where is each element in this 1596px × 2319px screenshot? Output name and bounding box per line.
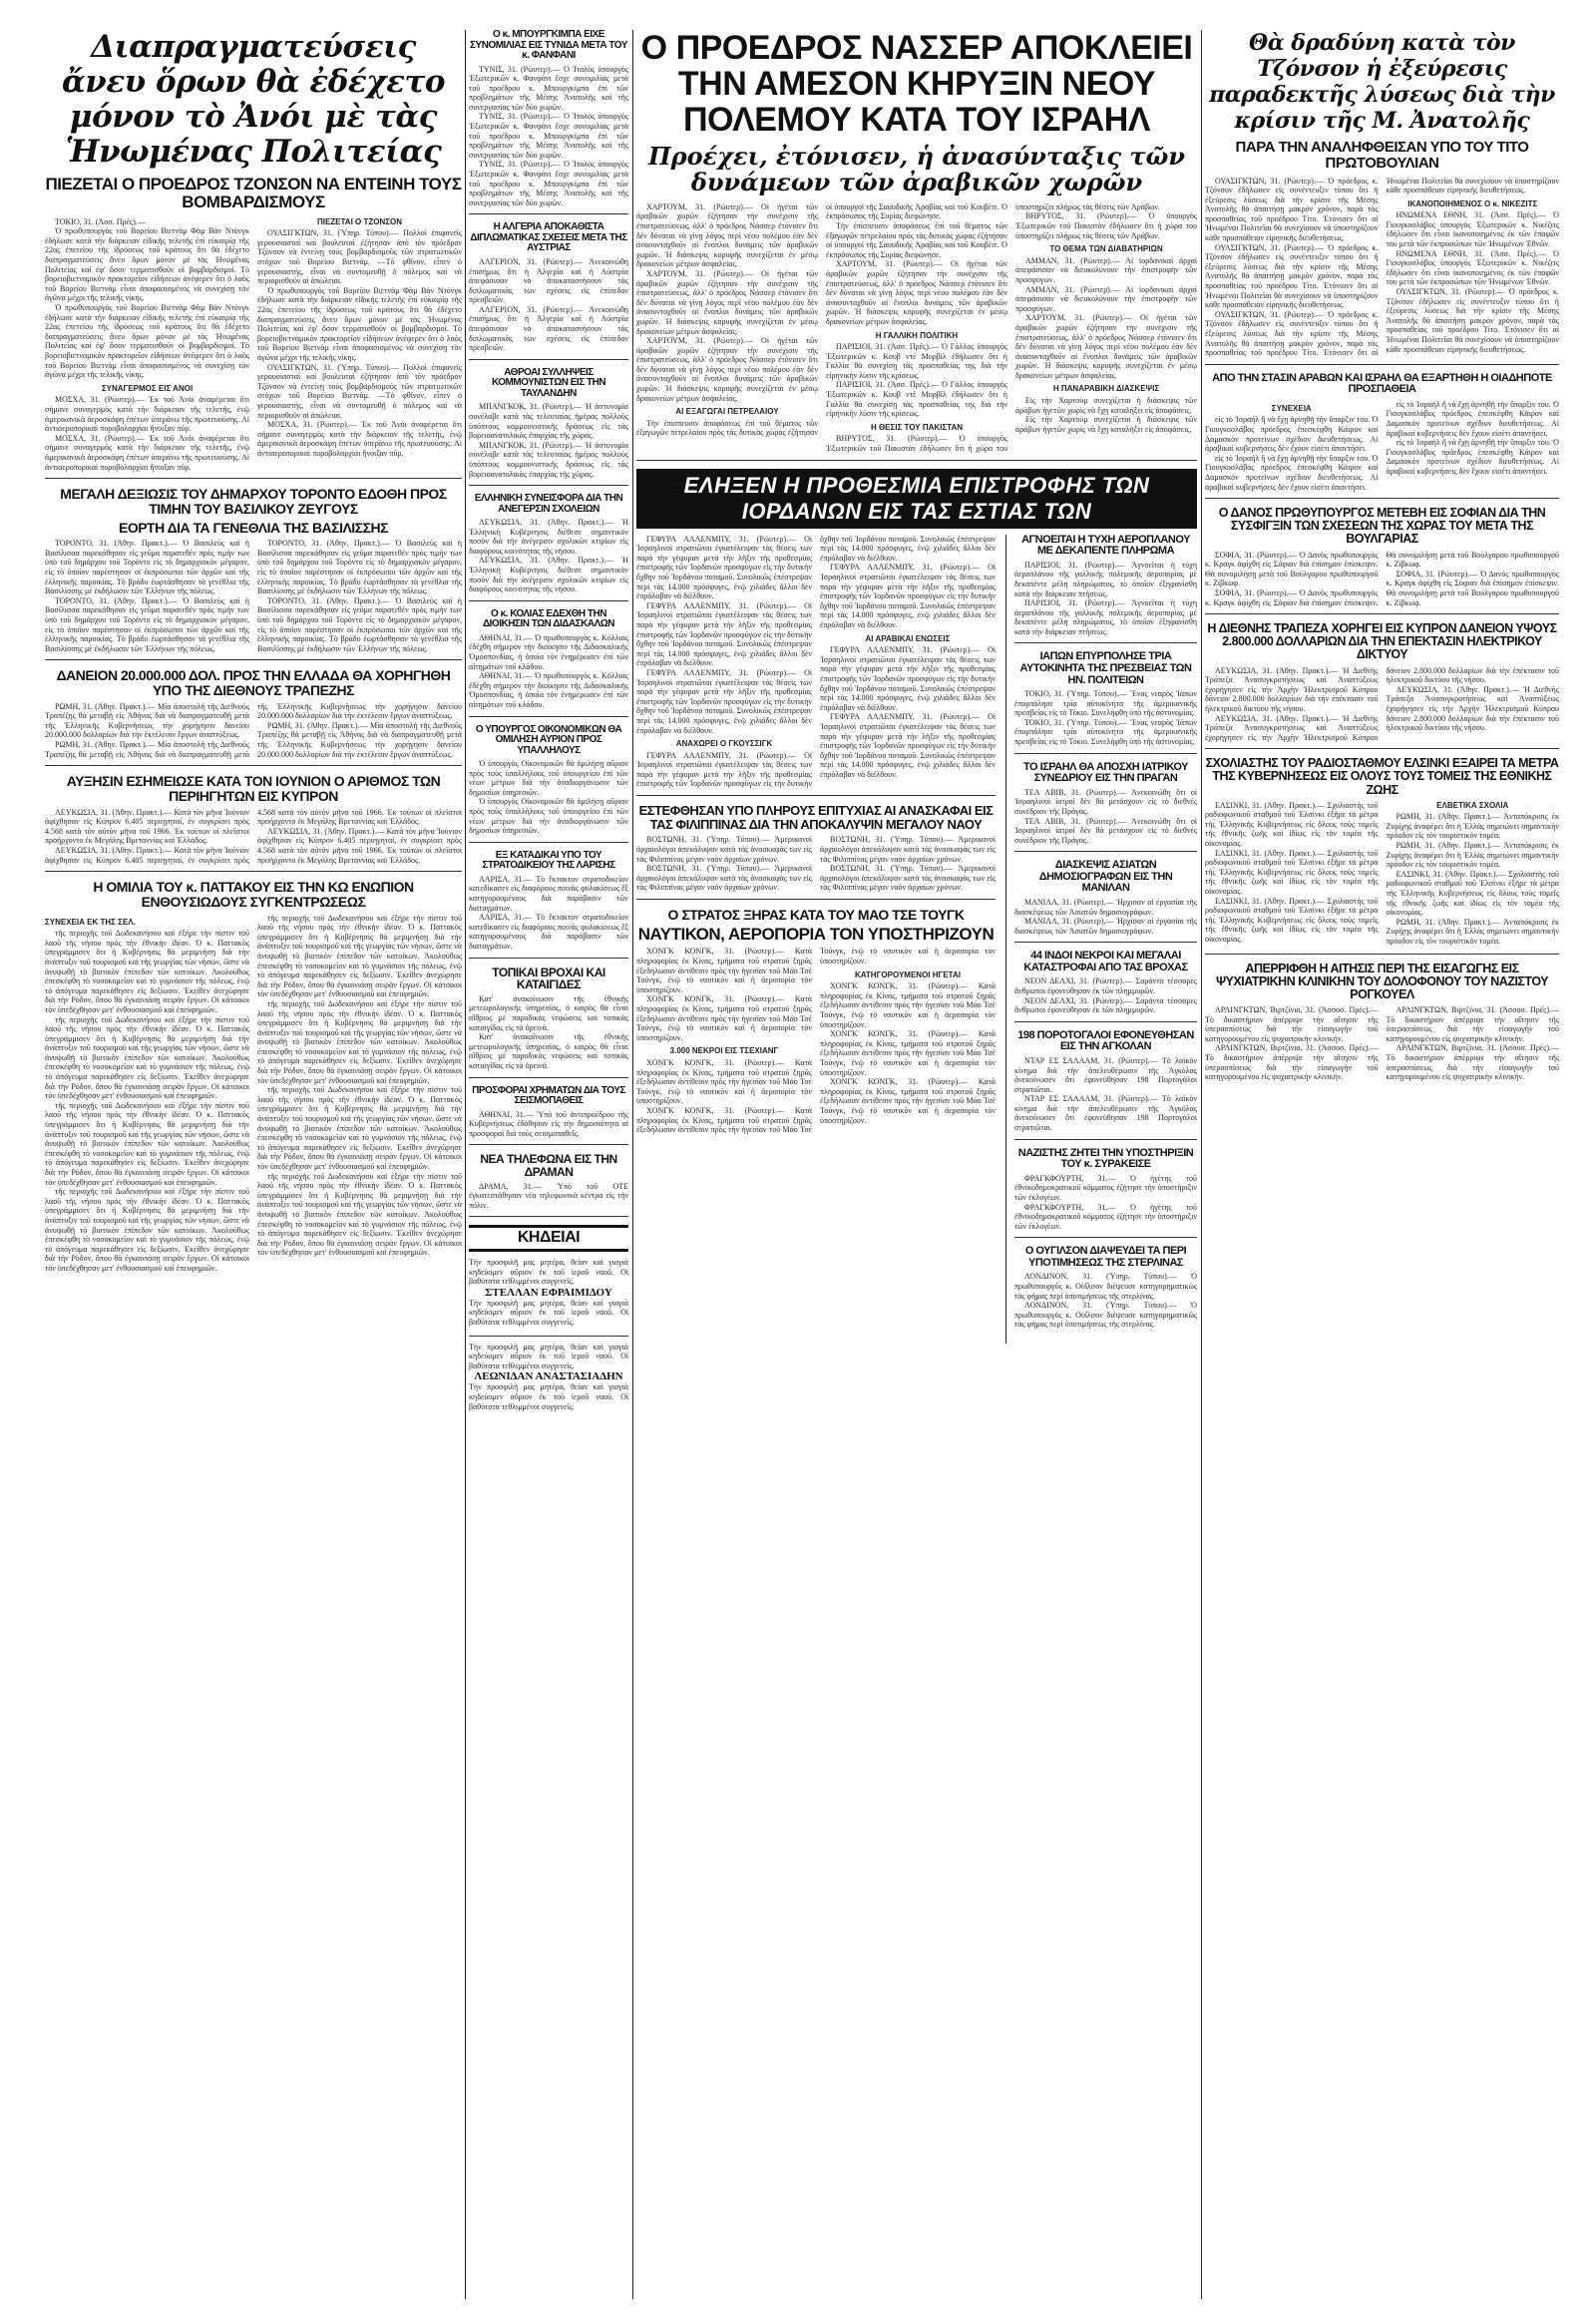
article-body: ΑΘΗΝΑΙ, 31.— Ὑπὸ τοῦ ἀντιπροέδρου τῆς Κυβερνήσεως ἐδόθησαν εἰς τὴν δημοσιότητα αἱ προσφοραὶ διὰ τοὺς σεισμοπαθεῖς. bbox=[469, 1109, 628, 1138]
headline: ΜΕΓΑΛΗ ΔΕΞΙΩΣΙΣ ΤΟΥ ΔΗΜΑΡΧΟΥ ΤΟΡΟΝΤΟ ΕΔΟΘΗ ΠΡΟΣ ΤΙΜΗΝ ΤΟΥ ΒΑΣΙΛΙΚΟΥ ΖΕΥΓΟΥΣ bbox=[60, 486, 447, 517]
article-larissa bbox=[469, 851, 628, 959]
article-body: ΦΡΑΓΚΦΟΥΡΤΗ, 31.— Ὁ ἡγέτης τοῦ ἐθνικοδημοκρατικοῦ κόμματος ἐζήτησε τὴν ὑποστήριξιν τῶν ἐκλογέων. ΦΡΑΓΚΦΟΥΡΤΗ, 31.— Ὁ ἡγέτης τοῦ ἐθνικοδημοκρατικοῦ κόμματος ἐζήτησε τὴν ὑποστήριξιν τῶν ἐκλογέων. bbox=[1014, 1173, 1197, 1231]
headline: Θὰ δραδύνη κατὰ τὸν Τζόνσον ἡ ἐξεύρεσις παραδεκτῆς λύσεως διὰ τὴν κρίσιν τῆς Μ. Ἀνατολῆς bbox=[1209, 30, 1555, 134]
headline: Η ΑΛΓΕΡΙΑ ΑΠΟΚΑΘΙΣΤΑ ΔΙΠΛΩΜΑΤΙΚΑΣ ΣΧΕΣΕΙΣ ΜΕΤΑ ΤΗΣ ΑΥΣΤΡΙΑΣ bbox=[470, 221, 627, 254]
headline: ΕΣΤΕΦΘΗΣΑΝ ΥΠΟ ΠΛΗΡΟΥΣ ΕΠΙΤΥΧΙΑΣ ΑΙ ΑΝΑΣΚΑΦΑΙ ΕΙΣ ΤΑΣ ΦΙΛΙΠΠΙΝΑΣ ΔΙΑ ΤΗΝ ΑΠΟΚΑΛΥΨΙΝ ΜΕΓΑΛΟΥ ΝΑΟΥ bbox=[638, 803, 994, 832]
headline: Ο ΥΠΟΥΡΓΟΣ ΟΙΚΟΝΟΜΙΚΩΝ ΘΑ ΟΜΙΛΗΣΗ ΑΥΡΙΟΝ ΠΡΟΣ ΥΠΑΛΛΗΛΟΥΣ bbox=[475, 723, 622, 756]
article-sterling bbox=[1014, 1246, 1197, 1336]
article-danish-pm bbox=[1205, 507, 1559, 614]
article-india-floods bbox=[1014, 951, 1197, 1021]
article-body: ΛΕΥΚΩΣΙΑ, 31. (Ἀθην. Πρακτ.).— Κατὰ τὸν μῆνα Ἰούνιον ἀφίχθησαν εἰς Κύπρον 6.405 περιηγηταί, ἐν συγκρίσει πρὸς 4.568 κατὰ τὸν αὐτὸν μῆνα τοῦ 1966. Ἐκ τούτων οἱ πλεῖστοι προήρχοντο ἐκ Μεγάλης Βρεταννίας καὶ Ἑλλάδος. ΛΕΥΚΩΣΙΑ, 31. (Ἀθην. Πρακτ.).— Κατὰ τὸν μῆνα Ἰούνιον ἀφίχθησαν εἰς Κύπρον 6.405 περιηγηταί, ἐν συγκρίσει πρὸς 4.568 κατὰ τὸν αὐτὸν μῆνα τοῦ 1966. Ἐκ τούτων οἱ πλεῖστοι προήρχοντο ἐκ Μεγάλης Βρεταννίας καὶ Ἑλλάδος. ΛΕΥΚΩΣΙΑ, 31. (Ἀθην. Πρακτ.).— Κατὰ τὸν μῆνα Ἰούνιον ἀφίχθησαν εἰς Κύπρον 6.405 περιηγηταί, ἐν συγκρίσει πρὸς 4.568 κατὰ τὸν αὐτὸν μῆνα τοῦ 1966. Ἐκ τούτων οἱ πλεῖστοι προήρχοντο ἐκ Μεγάλης Βρεταννίας καὶ Ἑλλάδος. bbox=[45, 807, 462, 865]
article-body: ΤΟΚΙΟ, 31. (Ὑπηρ. Τύπου).— Ἕνας νεαρὸς Ἰάπων ἐπυρπόλησε τρία αὐτοκίνητα τῆς ἀμερικανικῆς πρεσβείας εἰς τὸ Τόκιο. Συνελήφθη ὑπὸ τῆς ἀστυνομίας. ΤΟΚΙΟ, 31. (Ὑπηρ. Τύπου).— Ἕνας νεαρὸς Ἰάπων ἐπυρπόλησε τρία αὐτοκίνητα τῆς ἀμερικανικῆς πρεσβείας εἰς τὸ Τόκιο. Συνελήφθη ὑπὸ τῆς ἀστυνομίας. bbox=[1014, 689, 1197, 747]
lower-left bbox=[636, 535, 996, 1344]
article-nasser bbox=[636, 30, 1197, 461]
article-body: Κατ' ἀνακοίνωσιν τῆς ἐθνικῆς μετεωρολογικῆς ὑπηρεσίας, ὁ καιρὸς θὰ εἶναι αἴθριος μὲ παροδικὰς νεφώσεις καὶ τοπικὰς καταιγίδας εἰς τὰ ὀρεινά. Κατ' ἀνακοίνωσιν τῆς ἐθνικῆς μετεωρολογικῆς ὑπηρεσίας, ὁ καιρὸς θὰ εἶναι αἴθριος μὲ παροδικὰς νεφώσεις καὶ τοπικὰς καταιγίδας εἰς τὰ ὀρεινά. bbox=[469, 993, 628, 1070]
headline: ΙΑΠΩΝ ΕΠΥΡΠΟΛΗΣΕ ΤΡΙΑ ΑΥΤΟΚΙΝΗΤΑ ΤΗΣ ΠΡΕΣΒΕΙΑΣ ΤΩΝ ΗΝ. ΠΟΛΙΤΕΙΩΝ bbox=[1019, 650, 1192, 686]
article-body: ΟΥΑΣΙΓΚΤΩΝ, 31. (Ρώυτερ).— Ὁ πρόεδρος κ. Τζόνσον ἐδήλωσεν εἰς συνέντευξιν τύπου ὅτι ἡ ἐξεύρεσις λύσεως διὰ τὴν κρίσιν τῆς Μέσης Ἀνατολῆς θὰ ἀπαιτήσῃ μακρὸν χρόνον, παρὰ τὰς προσπαθείας τοῦ προέδρου Τίτο. Ἐτόνισεν ὅτι αἱ Ἡνωμέναι Πολιτεῖαι θὰ συνεχίσουν νὰ ὑποστηρίζουν κάθε προσπάθειαν εἰρηνικῆς διευθετήσεως. ΟΥΑΣΙΓΚΤΩΝ, 31. (Ρώυτερ).— Ὁ πρόεδρος κ. Τζόνσον ἐδήλωσεν εἰς συνέντευξιν τύπου ὅτι ἡ ἐξεύρεσις λύσεως διὰ τὴν κρίσιν τῆς Μέσης Ἀνατολῆς θὰ ἀπαιτήσῃ μακρὸν χρόνον, παρὰ τὰς προσπαθείας τοῦ προέδρου Τίτο. Ἐτόνισεν ὅτι αἱ Ἡνωμέναι Πολιτεῖαι θὰ συνεχίσουν νὰ ὑποστηρίζουν κάθε προσπάθειαν εἰρηνικῆς διευθετήσεως. ΟΥΑΣΙΓΚΤΩΝ, 31. (Ρώυτερ).— Ὁ πρόεδρος κ. Τζόνσον ἐδήλωσεν εἰς συνέντευξιν τύπου ὅτι ἡ ἐξεύρεσις λύσεως διὰ τὴν κρίσιν τῆς Μέσης Ἀνατολῆς θὰ ἀπαιτήσῃ μακρὸν χρόνον, παρὰ τὰς προσπαθείας τοῦ προέδρου Τίτο. Ἐτόνισεν ὅτι αἱ Ἡνωμέναι Πολιτεῖαι θὰ συνεχίσουν νὰ ὑποστηρίζουν κάθε προσπάθειαν εἰρηνικῆς διευθετήσεως. ΙΚΑΝΟΠΟΙΗΜΕΝΟΣ Ο κ. ΝΙΚΕΖΙΤΣ ΗΝΩΜΕΝΑ ΕΘΝΗ, 31. (Ἀσσ. Πρές).— Ὁ Γιουγκοσλάβος ὑπουργὸς Ἐξωτερικῶν κ. Νικέζιτς ἐδήλωσεν ὅτι εἶναι ἱκανοποιημένος ἐκ τῶν ἐπαφῶν του μετὰ τῶν ἐκπροσώπων τῶν Ἡνωμένων Ἐθνῶν. ΗΝΩΜΕΝΑ ΕΘΝΗ, 31. (Ἀσσ. Πρές).— Ὁ Γιουγκοσλάβος ὑπουργὸς Ἐξωτερικῶν κ. Νικέζιτς ἐδήλωσεν ὅτι εἶναι ἱκανοποιημένος ἐκ τῶν ἐπαφῶν του μετὰ τῶν ἐκπροσώπων τῶν Ἡνωμένων Ἐθνῶν. ΟΥΑΣΙΓΚΤΩΝ, 31. (Ρώυτερ).— Ὁ πρόεδρος κ. Τζόνσον ἐδήλωσεν εἰς συνέντευξιν τύπου ὅτι ἡ ἐξεύρεσις λύσεως διὰ τὴν κρίσιν τῆς Μέσης Ἀνατολῆς θὰ ἀπαιτήσῃ μακρὸν χρόνον, παρὰ τὰς προσπαθείας τοῦ προέδρου Τίτο. Ἐτόνισεν ὅτι αἱ Ἡνωμέναι Πολιτεῖαι θὰ συνεχίσουν νὰ ὑποστηρίζουν κάθε προσπάθειαν εἰρηνικῆς διευθετήσεως. bbox=[1205, 176, 1559, 358]
headline: Ο ΠΡΟΕΔΡΟΣ ΝΑΣΣΕΡ ΑΠΟΚΛΕΙΕΙ ΤΗΝ ΑΜΕΣΟΝ ΚΗΡΥΞΙΝ ΝΕΟΥ ΠΟΛΕΜΟΥ ΚΑΤΑ ΤΟΥ ΙΣΡΑΗΛ bbox=[640, 30, 1193, 139]
article-body: ΑΛΓΕΡΙΟΝ, 31. (Ρώυτερ).— Ἀνεκοινώθη ἐπισήμως ὅτι ἡ Ἀλγερία καὶ ἡ Αὐστρία ἀπεφάσισαν νὰ ἀποκαταστήσουν τὰς διπλωματικὰς των σχέσεις εἰς ἐπίπεδον πρεσβειῶν. ΑΛΓΕΡΙΟΝ, 31. (Ρώυτερ).— Ἀνεκοινώθη ἐπισήμως ὅτι ἡ Ἀλγερία καὶ ἡ Αὐστρία ἀπεφάσισαν νὰ ἀποκαταστήσουν τὰς διπλωματικὰς των σχέσεις εἰς ἐπίπεδον πρεσβειῶν. bbox=[469, 256, 628, 353]
article-body: ΤΟΡΟΝΤΟ, 31. (Ἀθην. Πρακτ.).— Ὁ Βασιλεὺς καὶ ἡ Βασίλισσα παρεκάθησαν εἰς γεῦμα παρατεθὲν πρὸς τιμήν των ὑπὸ τοῦ δημάρχου τοῦ Τορόντο εἰς τὸ δημαρχιακὸν μέγαρον, εἰς τὸ ὁποῖον παρέστησαν οἱ ἐκπρόσωποι τῶν ἀρχῶν καὶ τῆς ἑλληνικῆς παροικίας. Τὸ βράδυ ἐωρτάσθησαν τὰ γενέθλια τῆς Βασιλίσσης μὲ ἐκδήλωσιν τῶν Ἑλλήνων τῆς πόλεως. ΤΟΡΟΝΤΟ, 31. (Ἀθην. Πρακτ.).— Ὁ Βασιλεὺς καὶ ἡ Βασίλισσα παρεκάθησαν εἰς γεῦμα παρατεθὲν πρὸς τιμήν των ὑπὸ τοῦ δημάρχου τοῦ Τορόντο εἰς τὸ δημαρχιακὸν μέγαρον, εἰς τὸ ὁποῖον παρέστησαν οἱ ἐκπρόσωποι τῶν ἀρχῶν καὶ τῆς ἑλληνικῆς παροικίας. Τὸ βράδυ ἐωρτάσθησαν τὰ γενέθλια τῆς Βασιλίσσης μὲ ἐκδήλωσιν τῶν Ἑλλήνων τῆς πόλεως. ΤΟΡΟΝΤΟ, 31. (Ἀθην. Πρακτ.).— Ὁ Βασιλεὺς καὶ ἡ Βασίλισσα παρεκάθησαν εἰς γεῦμα παρατεθὲν πρὸς τιμήν των ὑπὸ τοῦ δημάρχου τοῦ Τορόντο εἰς τὸ δημαρχιακὸν μέγαρον, εἰς τὸ ὁποῖον παρέστησαν οἱ ἐκπρόσωποι τῶν ἀρχῶν καὶ τῆς ἑλληνικῆς παροικίας. Τὸ βράδυ ἐωρτάσθησαν τὰ γενέθλια τῆς Βασιλίσσης μὲ ἐκδήλωσιν τῶν Ἑλλήνων τῆς πόλεως. ΤΟΡΟΝΤΟ, 31. (Ἀθην. Πρακτ.).— Ὁ Βασιλεὺς καὶ ἡ Βασίλισσα παρεκάθησαν εἰς γεῦμα παρατεθὲν πρὸς τιμήν των ὑπὸ τοῦ δημάρχου τοῦ Τορόντο εἰς τὸ δημαρχιακὸν μέγαρον, εἰς τὸ ὁποῖον παρέστησαν οἱ ἐκπρόσωποι τῶν ἀρχῶν καὶ τῆς ἑλληνικῆς παροικίας. Τὸ βράδυ ἐωρτάσθησαν τὰ γενέθλια τῆς Βασιλίσσης μὲ ἐκδήλωσιν τῶν Ἑλλήνων τῆς πόλεως. bbox=[45, 539, 462, 653]
column-rule bbox=[632, 30, 633, 2299]
article-body: ΠΑΡΙΣΙΟΙ, 31. (Ρώυτερ).— Ἀγνοεῖται ἡ τύχη ἀεροπλάνου τῆς γαλλικῆς πολεμικῆς ἀεροπορίας μὲ δεκαπέντε μέλη πληρώματος, τὸ ὁποῖον ἐξηφανίσθη κατὰ τὴν διάρκειαν πτήσεως. ΠΑΡΙΣΙΟΙ, 31. (Ρώυτερ).— Ἀγνοεῖται ἡ τύχη ἀεροπλάνου τῆς γαλλικῆς πολεμικῆς ἀεροπορίας μὲ δεκαπέντε μέλη πληρώματος, τὸ ὁποῖον ἐξηφανίσθη κατὰ τὴν διάρκειαν πτήσεως. bbox=[1014, 560, 1197, 636]
article-body: ΕΛΣΙΝΚΙ, 31. (Ἀθην. Πρακτ.).— Σχολιαστὴς τοῦ ραδιοφωνικοῦ σταθμοῦ τοῦ Ἑλσίνκι ἐξῆρε τὰ μέτρα τῆς Ἑλληνικῆς Κυβερνήσεως εἰς ὅλους τοὺς τομεῖς τῆς ἐθνικῆς ζωῆς καὶ ἰδίως εἰς τὸν τομέα τῆς οἰκονομίας. ΕΛΣΙΝΚΙ, 31. (Ἀθην. Πρακτ.).— Σχολιαστὴς τοῦ ραδιοφωνικοῦ σταθμοῦ τοῦ Ἑλσίνκι ἐξῆρε τὰ μέτρα τῆς Ἑλληνικῆς Κυβερνήσεως εἰς ὅλους τοὺς τομεῖς τῆς ἐθνικῆς ζωῆς καὶ ἰδίως εἰς τὸν τομέα τῆς οἰκονομίας. ΕΛΣΙΝΚΙ, 31. (Ἀθην. Πρακτ.).— Σχολιαστὴς τοῦ ραδιοφωνικοῦ σταθμοῦ τοῦ Ἑλσίνκι ἐξῆρε τὰ μέτρα τῆς Ἑλληνικῆς Κυβερνήσεως εἰς ὅλους τοὺς τομεῖς τῆς ἐθνικῆς ζωῆς καὶ ἰδίως εἰς τὸν τομέα τῆς οἰκονομίας. ΕΛΒΕΤΙΚΑ ΣΧΟΛΙΑ ΡΩΜΗ, 31. (Ἀθην. Πρακτ.).— Ἀνταπόκρισις ἐκ Ζυρίχης ἀναφέρει ὅτι ἡ Ἑλλὰς σημειώνει σημαντικὴν πρόοδον εἰς τὸν τουριστικὸν τομέα. ΡΩΜΗ, 31. (Ἀθην. Πρακτ.).— Ἀνταπόκρισις ἐκ Ζυρίχης ἀναφέρει ὅτι ἡ Ἑλλὰς σημειώνει σημαντικὴν πρόοδον εἰς τὸν τουριστικὸν τομέα. ΕΛΣΙΝΚΙ, 31. (Ἀθην. Πρακτ.).— Σχολιαστὴς τοῦ ραδιοφωνικοῦ σταθμοῦ τοῦ Ἑλσίνκι ἐξῆρε τὰ μέτρα τῆς Ἑλληνικῆς Κυβερνήσεως εἰς ὅλους τοὺς τομεῖς τῆς ἐθνικῆς ζωῆς καὶ ἰδίως εἰς τὸν τομέα τῆς οἰκονομίας. ΡΩΜΗ, 31. (Ἀθην. Πρακτ.).— Ἀνταπόκρισις ἐκ Ζυρίχης ἀναφέρει ὅτι ἡ Ἑλλὰς σημειώνει σημαντικὴν πρόοδον εἰς τὸν τουριστικὸν τομέα. bbox=[1205, 800, 1559, 946]
headline: ΣΧΟΛΙΑΣΤΗΣ ΤΟΥ ΡΑΔΙΟΣΤΑΘΜΟΥ ΕΛΣΙΝΚΙ ΕΞΑΙΡΕΙ ΤΑ ΜΕΤΡΑ ΤΗΣ ΚΥΒΕΡΝΗΣΕΩΣ ΕΙΣ ΟΛΟΥΣ ΤΟΥΣ ΤΟΜΕΙΣ ΤΗΣ ΕΘΝΙΚΗΣ ΖΩΗΣ bbox=[1205, 756, 1559, 797]
article-body: ΡΩΜΗ, 31. (Ἀθην. Πρακτ.).— Μία ἀποστολὴ τῆς Διεθνοῦς Τραπέζης θὰ μεταβῇ εἰς Ἀθήνας διὰ νὰ διαπραγματευθῇ μετὰ τῆς Ἑλληνικῆς Κυβερνήσεως τὴν χορήγησιν δανείου 20.000.000 δολλαρίων διὰ τὴν ἐκτέλεσιν ἔργων ἀναπτύξεως. ΡΩΜΗ, 31. (Ἀθην. Πρακτ.).— Μία ἀποστολὴ τῆς Διεθνοῦς Τραπέζης θὰ μεταβῇ εἰς Ἀθήνας διὰ νὰ διαπραγματευθῇ μετὰ τῆς Ἑλληνικῆς Κυβερνήσεως τὴν χορήγησιν δανείου 20.000.000 δολλαρίων διὰ τὴν ἐκτέλεσιν ἔργων ἀναπτύξεως. ΡΩΜΗ, 31. (Ἀθην. Πρακτ.).— Μία ἀποστολὴ τῆς Διεθνοῦς Τραπέζης θὰ μεταβῇ εἰς Ἀθήνας διὰ νὰ διαπραγματευθῇ μετὰ τῆς Ἑλληνικῆς Κυβερνήσεως τὴν χορήγησιν δανείου 20.000.000 δολλαρίων διὰ τὴν ἐκτέλεσιν ἔργων ἀναπτύξεως. bbox=[45, 701, 462, 759]
headline: ΑΓΝΟΕΙΤΑΙ Η ΤΥΧΗ ΑΕΡΟΠΛΑΝΟΥ ΜΕ ΔΕΚΑΠΕΝΤΕ ΠΛΗΡΩΜΑ bbox=[1021, 533, 1190, 558]
article-body: ΛΕΥΚΩΣΙΑ, 31. (Ἀθην. Πρακτ.).— Ἡ Διεθνὴς Τράπεζα Ἀνασυγκροτήσεως καὶ Ἀναπτύξεως ἐχορήγησεν εἰς τὴν Ἀρχὴν Ἠλεκτρισμοῦ Κύπρου δάνειον 2.800.000 δολλαρίων διὰ τὴν ἐπέκτασιν τοῦ ἠλεκτρικοῦ δικτύου τῆς νήσου. ΛΕΥΚΩΣΙΑ, 31. (Ἀθην. Πρακτ.).— Ἡ Διεθνὴς Τράπεζα Ἀνασυγκροτήσεως καὶ Ἀναπτύξεως ἐχορήγησεν εἰς τὴν Ἀρχὴν Ἠλεκτρισμοῦ Κύπρου δάνειον 2.800.000 δολλαρίων διὰ τὴν ἐπέκτασιν τοῦ ἠλεκτρικοῦ δικτύου τῆς νήσου. ΛΕΥΚΩΣΙΑ, 31. (Ἀθην. Πρακτ.).— Ἡ Διεθνὴς Τράπεζα Ἀνασυγκροτήσεως καὶ Ἀναπτύξεως ἐχορήγησεν εἰς τὴν Ἀρχὴν Ἠλεκτρισμοῦ Κύπρου δάνειον 2.800.000 δολλαρίων διὰ τὴν ἐπέκτασιν τοῦ ἠλεκτρικοῦ δικτύου τῆς νήσου. bbox=[1205, 665, 1559, 742]
headline: ΑΘΡΟΑΙ ΣΥΛΛΗΨΕΙΣ ΚΟΜΜΟΥΝΙΣΤΩΝ ΕΙΣ ΤΗΝ ΤΑΥΛΑΝΔΗΝ bbox=[491, 366, 606, 399]
article-angola bbox=[1014, 1030, 1197, 1140]
article-body: ΤΥΝΙΣ, 31. (Ρώυτερ).— Ὁ Ἰταλὸς ὑπουργὸς Ἐξωτερικῶν κ. Φανφάνι ἔσχε συνομιλίας μετὰ τοῦ προέδρου κ. Μπουργκίμπα ἐπὶ τῶν προβλημάτων τῆς Μέσης Ἀνατολῆς καὶ τῆς συνεργασίας τῶν δύο χωρῶν. ΤΥΝΙΣ, 31. (Ρώυτερ).— Ὁ Ἰταλὸς ὑπουργὸς Ἐξωτερικῶν κ. Φανφάνι ἔσχε συνομιλίας μετὰ τοῦ προέδρου κ. Μπουργκίμπα ἐπὶ τῶν προβλημάτων τῆς Μέσης Ἀνατολῆς καὶ τῆς συνεργασίας τῶν δύο χωρῶν. ΤΥΝΙΣ, 31. (Ρώυτερ).— Ὁ Ἰταλὸς ὑπουργὸς Ἐξωτερικῶν κ. Φανφάνι ἔσχε συνομιλίας μετὰ τοῦ προέδρου κ. Μπουργκίμπα ἐπὶ τῶν προβλημάτων τῆς Μέσης Ἀνατολῆς καὶ τῆς συνεργασίας τῶν δύο χωρῶν. bbox=[469, 64, 628, 207]
headline: ΑΠΕΡΡΙΦΘΗ Η ΑΙΤΗΣΙΣ ΠΕΡΙ ΤΗΣ ΕΙΣΑΓΩΓΗΣ ΕΙΣ ΨΥΧΙΑΤΡΙΚΗΝ ΚΛΙΝΙΚΗΝ ΤΟΥ ΔΟΛΟΦΟΝΟΥ ΤΟΥ ΝΑΖΙΣΤΟΥ ΡΟΓΚΟΥΕΛ bbox=[1215, 961, 1549, 1001]
article-johnson bbox=[1205, 30, 1559, 365]
article-mao bbox=[636, 908, 996, 1141]
column-2 bbox=[469, 30, 628, 2299]
article-schools bbox=[469, 494, 628, 601]
headline: ΤΟ ΙΣΡΑΗΛ ΘΑ ΑΠΟΣΧΗ ΙΑΤΡΙΚΟΥ ΣΥΝΕΔΡΙΟΥ ΕΙΣ ΤΗΝ ΠΡΑΓΑΝ bbox=[1022, 760, 1189, 785]
column-rule bbox=[465, 30, 466, 2299]
article-drama bbox=[469, 1153, 628, 1217]
article-body: ΣΥΝΕΧΕΙΑ εἰς τὸ Ἰσραήλ ἢ νὰ ἔχῃ ἀρνηθῇ τὴν ὕπαρξιν του. Ὁ Γιουγκοσλάβος πρόεδρος ἐπεσκέφθη Κάιρον καὶ Δαμασκὸν προτείνων σχέδιον διευθετήσεως. Αἱ ἀραβικαὶ κυβερνήσεις δὲν ἔχουν εἰσέτι ἀπαντήσει. εἰς τὸ Ἰσραήλ ἢ νὰ ἔχῃ ἀρνηθῇ τὴν ὕπαρξιν του. Ὁ Γιουγκοσλάβος πρόεδρος ἐπεσκέφθη Κάιρον καὶ Δαμασκὸν προτείνων σχέδιον διευθετήσεως. Αἱ ἀραβικαὶ κυβερνήσεις δὲν ἔχουν εἰσέτι ἀπαντήσει. εἰς τὸ Ἰσραήλ ἢ νὰ ἔχῃ ἀρνηθῇ τὴν ὕπαρξιν του. Ὁ Γιουγκοσλάβος πρόεδρος ἐπεσκέφθη Κάιρον καὶ Δαμασκὸν προτείνων σχέδιον διευθετήσεως. Αἱ ἀραβικαὶ κυβερνήσεις δὲν ἔχουν εἰσέτι ἀπαντήσει. εἰς τὸ Ἰσραήλ ἢ νὰ ἔχῃ ἀρνηθῇ τὴν ὕπαρξιν του. Ὁ Γιουγκοσλάβος πρόεδρος ἐπεσκέφθη Κάιρον καὶ Δαμασκὸν προτείνων σχέδιον διευθετήσεως. Αἱ ἀραβικαὶ κυβερνήσεις δὲν ἔχουν εἰσέτι ἀπαντήσει. bbox=[1205, 399, 1559, 492]
article-bourguiba bbox=[469, 30, 628, 214]
article-body: ΔΡΑΜΑ, 31.— Ὑπὸ τοῦ ΟΤΕ ἐγκατεστάθησαν νέα τηλεφωνικὰ κέντρα εἰς τὴν πόλιν. bbox=[469, 1181, 628, 1210]
article-aircraft bbox=[1014, 535, 1197, 644]
subheadline: ΕΟΡΤΗ ΔΙΑ ΤΑ ΓΕΝΕΘΛΙΑ ΤΗΣ ΒΑΣΙΛΙΣΣΗΣ bbox=[118, 519, 388, 536]
article-arab-israel bbox=[1205, 373, 1559, 499]
article-body: ΤΕΛ ΑΒΙΒ, 31. (Ρώυτερ).— Ἀνεκοινώθη ὅτι οἱ Ἰσραηλινοὶ ἰατροὶ δὲν θὰ μετάσχουν εἰς τὸ διεθνὲς συνέδριον τῆς Πράγας. ΤΕΛ ΑΒΙΒ, 31. (Ρώυτερ).— Ἀνεκοινώθη ὅτι οἱ Ἰσραηλινοὶ ἰατροὶ δὲν θὰ μετάσχουν εἰς τὸ διεθνὲς συνέδριον τῆς Πράγας. bbox=[1014, 787, 1197, 845]
article-donations bbox=[469, 1086, 628, 1146]
headline: ΝΕΑ ΤΗΛΕΦΩΝΑ ΕΙΣ ΤΗΝ ΔΡΑΜΑΝ bbox=[480, 1152, 617, 1179]
article-body: ΛΕΥΚΩΣΙΑ, 31. (Ἀθην. Πρακτ.).— Ἡ Ἑλληνικὴ Κυβέρνησις διέθεσε σημαντικὸν ποσὸν διὰ τὴν ἀνέγερσιν σχολικῶν κτιρίων εἰς διαφόρους κοινότητας τῆς νήσου. ΛΕΥΚΩΣΙΑ, 31. (Ἀθην. Πρακτ.).— Ἡ Ἑλληνικὴ Κυβέρνησις διέθεσε σημαντικὸν ποσὸν διὰ τὴν ἀνέγερσιν σχολικῶν κτιρίων εἰς διαφόρους κοινότητας τῆς νήσου. bbox=[469, 518, 628, 594]
headline: Ο κ. ΚΟΛΙΑΣ ΕΔΕΧΘΗ ΤΗΝ ΔΙΟΙΚΗΣΙΝ ΤΩΝ ΔΙΔΑΣΚΑΛΩΝ bbox=[482, 607, 615, 630]
article-israel-prague bbox=[1014, 762, 1197, 853]
article-body: ΣΟΦΙΑ, 31. (Ρώυτερ).— Ὁ Δανὸς πρωθυπουργὸς κ. Κραγκ ἀφίχθη εἰς Σόφιαν διὰ ἐπίσημον ἐπίσκεψιν. Θὰ συνομιλήσῃ μετὰ τοῦ Βούλγαρου πρωθυπουργοῦ κ. Ζίβκωφ. ΣΟΦΙΑ, 31. (Ρώυτερ).— Ὁ Δανὸς πρωθυπουργὸς κ. Κραγκ ἀφίχθη εἰς Σόφιαν διὰ ἐπίσημον ἐπίσκεψιν. Θὰ συνομιλήσῃ μετὰ τοῦ Βούλγαρου πρωθυπουργοῦ κ. Ζίβκωφ. ΣΟΦΙΑ, 31. (Ρώυτερ).— Ὁ Δανὸς πρωθυπουργὸς κ. Κραγκ ἀφίχθη εἰς Σόφιαν διὰ ἐπίσημον ἐπίσκεψιν. Θὰ συνομιλήσῃ μετὰ τοῦ Βούλγαρου πρωθυπουργοῦ κ. Ζίβκωφ. bbox=[1205, 550, 1559, 607]
headline: ΕΞ ΚΑΤΑΔΙΚΑΙ ΥΠΟ ΤΟΥ ΣΤΡΑΤΟΔΙΚΕΙΟΥ ΤΗΣ ΛΑΡΙΣΗΣ bbox=[482, 849, 615, 872]
lower-section bbox=[636, 535, 1197, 1344]
headline: Διαπραγματεύσεις ἄνευ ὅρων θὰ ἐδέχετο μόνον τὸ Ἀνόι μὲ τὰς Ἡνωμένας Πολιτείας bbox=[61, 30, 446, 170]
article-body: ΛΟΝΔΙΝΟΝ, 31. (Ὑπηρ. Τύπου).— Ὁ πρωθυπουργὸς κ. Οὐΐλσον διέψευσε κατηγορηματικῶς τὰς φήμας περὶ ὑποτιμήσεως τῆς στερλίνας. ΛΟΝΔΙΝΟΝ, 31. (Ὑπηρ. Τύπου).— Ὁ πρωθυπουργὸς κ. Οὐΐλσον διέψευσε κατηγορηματικῶς τὰς φήμας περὶ ὑποτιμήσεως τῆς στερλίνας. bbox=[1014, 1272, 1197, 1330]
article-world-bank bbox=[1205, 622, 1559, 749]
headline: 44 ΙΝΔΟΙ ΝΕΚΡΟΙ ΚΑΙ ΜΕΓΑΛΑΙ ΚΑΤΑΣΤΡΟΦΑΙ ΑΠΟ ΤΑΣ ΒΡΟΧΑΣ bbox=[1023, 950, 1188, 973]
article-pattakos bbox=[45, 880, 462, 1279]
banner-headline: ΕΛΗΞΕΝ Η ΠΡΟΘΕΣΜΙΑ ΕΠΙΣΤΡΟΦΗΣ ΤΩΝ ΙΟΡΔΑΝΩΝ ΕΙΣ ΤΑΣ ΕΣΤΙΑΣ ΤΩΝ bbox=[636, 469, 1197, 529]
headline: Η ΟΜΙΛΙΑ ΤΟΥ κ. ΠΑΤΤΑΚΟΥ ΕΙΣ ΤΗΝ ΚΩ ΕΝΩΠΙΟΝ ΕΝΘΟΥΣΙΩΔΟΥΣ ΣΥΓΚΕΝΤΡΩΣΕΩΣ bbox=[93, 879, 414, 910]
article-loan bbox=[45, 668, 462, 766]
article-kollias bbox=[469, 609, 628, 717]
column-3 bbox=[636, 30, 1197, 2299]
article-toronto bbox=[45, 487, 462, 660]
article-body: ΑΘΗΝΑΙ, 31.— Ὁ πρωθυπουργὸς κ. Κόλλιας ἐδέχθη σήμερον τὴν διοίκησιν τῆς Διδασκαλικῆς Ὁμοσπονδίας, ἡ ὁποία τὸν ἐνημέρωσεν ἐπὶ τῶν αἰτημάτων τοῦ κλάδου. ΑΘΗΝΑΙ, 31.— Ὁ πρωθυπουργὸς κ. Κόλλιας ἐδέχθη σήμερον τὴν διοίκησιν τῆς Διδασκαλικῆς Ὁμοσπονδίας, ἡ ὁποία τὸν ἐνημέρωσεν ἐπὶ τῶν αἰτημάτων τοῦ κλάδου. bbox=[469, 632, 628, 709]
article-jordan bbox=[636, 535, 996, 796]
article-japan bbox=[1014, 651, 1197, 753]
headline: Ο ΟΥΓΙΛΣΟΝ ΔΙΑΨΕΥΔΕΙ ΤΑ ΠΕΡΙ ΥΠΟΤΙΜΗΣΕΩΣ ΤΗΣ ΣΤΕΡΛΙΝΑΣ bbox=[1024, 1245, 1187, 1269]
headline: 198 ΠΟΡΟΤΟΓΑΛΟΙ ΕΦΟΝΕΥΘΗΣΑΝ ΕΙΣ ΤΗΝ ΑΓΚΟΛΑΝ bbox=[1017, 1028, 1194, 1053]
subheadline: ΠΙΕΖΕΤΑΙ Ο ΠΡΟΕΔΡΟΣ ΤΖΟΝΣΟΝ ΝΑ ΕΝΤΕΙΝΗ ΤΟΥΣ ΒΟΜΒΑΡΔΙΣΜΟΥΣ bbox=[45, 175, 462, 211]
article-thailand bbox=[469, 368, 628, 486]
article-body: ΜΑΝΙΛΑ, 31. (Ρώυτερ).— Ἠρχισαν αἱ ἐργασίαι τῆς διασκέψεως τῶν Ἀσιατῶν δημοσιογράφων. ΜΑΝΙΛΑ, 31. (Ρώυτερ).— Ἠρχισαν αἱ ἐργασίαι τῆς διασκέψεως τῶν Ἀσιατῶν δημοσιογράφων. bbox=[1014, 897, 1197, 936]
article-body: Ὁ ὑπουργὸς Οἰκονομικῶν θὰ ὁμιλήσῃ αὔριον πρὸς τοὺς ὑπαλλήλους τοῦ ὑπουργείου ἐπὶ τῶν νέων μέτρων διὰ τὴν ἀναδιοργάνωσιν τῶν δημοσίων ὑπηρεσιῶν. Ὁ ὑπουργὸς Οἰκονομικῶν θὰ ὁμιλήσῃ αὔριον πρὸς τοὺς ὑπαλλήλους τοῦ ὑπουργείου ἐπὶ τῶν νέων μέτρων διὰ τὴν ἀναδιοργάνωσιν τῶν δημοσίων ὑπηρεσιῶν. bbox=[469, 759, 628, 836]
article-finance-minister bbox=[469, 725, 628, 843]
headline: ΠΡΟΣΦΟΡΑΙ ΧΡΗΜΑΤΩΝ ΔΙΑ ΤΟΥΣ ΣΕΙΣΜΟΠΑΘΕΙΣ bbox=[472, 1084, 625, 1107]
subheadline: ΝΑΥΤΙΚΟΝ, ΑΕΡΟΠΟΡΙΑ ΤΟΝ ΥΠΟΣΤΗΡΙΖΟΥΝ bbox=[637, 924, 995, 944]
funeral-notice: Τὴν προσφιλῆ μας μητέρα, θείαν καὶ γιαγιὰ κηδεύομεν αὔριον ἐκ τοῦ ἱεροῦ ναοῦ. Οἱ βαθύτατα τεθλιμμένοι συγγενεῖς. ΣΤΕΛΛΑΝ ΕΦΡΑΙΜΙΔΟΥ Τὴν προσφιλῆ μας μητέρα, θείαν καὶ γιαγιὰ κηδεύομεν αὔριον ἐκ τοῦ ἱεροῦ ναοῦ. Οἱ βαθύτατα τεθλιμμένοι συγγενεῖς. bbox=[469, 1258, 628, 1328]
subheadline: Προέχει, ἐτόνισεν, ἡ ἀνασύνταξις τῶν δυνάμεων τῶν ἀραβικῶν χωρῶν bbox=[647, 142, 1186, 197]
column-rule bbox=[1201, 30, 1202, 2299]
article-body: ΝΕΟΝ ΔΕΛΧΙ, 31. (Ρώυτερ).— Σαράντα τέσσαρες ἄνθρωποι ἐφονεύθησαν ἐκ τῶν πλημμυρῶν. ΝΕΟΝ ΔΕΛΧΙ, 31. (Ρώυτερ).— Σαράντα τέσσαρες ἄνθρωποι ἐφονεύθησαν ἐκ τῶν πλημμυρῶν. bbox=[1014, 976, 1197, 1015]
funeral-notice: Τὴν προσφιλῆ μας μητέρα, θείαν καὶ γιαγιὰ κηδεύομεν αὔριον ἐκ τοῦ ἱεροῦ ναοῦ. Οἱ βαθύτατα τεθλιμμένοι συγγενεῖς. ΛΕΩΝΙΔΑΝ ΑΝΑΣΤΑΣΙΑΔΗΝ Τὴν προσφιλῆ μας μητέρα, θείαν καὶ γιαγιὰ κηδεύομεν αὔριον ἐκ τοῦ ἱεροῦ ναοῦ. Οἱ βαθύτατα τεθλιμμένοι συγγενεῖς. bbox=[469, 1336, 628, 1412]
headline: Ο ΔΑΝΟΣ ΠΡΩΘΥΠΟΥΡΓΟΣ ΜΕΤΕΒΗ ΕΙΣ ΣΟΦΙΑΝ ΔΙΑ ΤΗΝ ΣΥΣΦΙΓΞΙΝ ΤΩΝ ΣΧΕΣΕΩΝ ΤΗΣ ΧΩΡΑΣ ΤΟΥ ΜΕΤΑ ΤΗΣ ΒΟΥΛΓΑΡΙΑΣ bbox=[1218, 506, 1546, 547]
article-body: ΛΑΡΙΣΑ, 31.— Τὸ ἔκτακτον στρατοδικεῖον κατεδίκασεν εἰς διαφόρους ποινὰς φυλακίσεως ἓξ κατηγορουμένους διὰ παράβασιν τῶν διαταγμάτων. ΛΑΡΙΣΑ, 31.— Τὸ ἔκτακτον στρατοδικεῖον κατεδίκασεν εἰς διαφόρους ποινὰς φυλακίσεως ἓξ κατηγορουμένους διὰ παράβασιν τῶν διαταγμάτων. bbox=[469, 874, 628, 951]
article-body: ΝΤΑΡ ΕΣ ΣΑΛΑΑΜ, 31. (Ρώυτερ).— Τὸ λαϊκὸν κίνημα διὰ τὴν ἀπελευθέρωσιν τῆς Ἀγκόλας ἀνεκοίνωσεν ὅτι ἐφονεύθησαν 198 Πορτογάλοι στρατιῶται. ΝΤΑΡ ΕΣ ΣΑΛΑΑΜ, 31. (Ρώυτερ).— Τὸ λαϊκὸν κίνημα διὰ τὴν ἀπελευθέρωσιν τῆς Ἀγκόλας ἀνεκοίνωσεν ὅτι ἐφονεύθησαν 198 Πορτογάλοι στρατιῶται. bbox=[1014, 1055, 1197, 1133]
article-body: ΧΟΝΓΚ ΚΟΝΓΚ, 31. (Ρώυτερ).— Κατὰ πληροφορίας ἐκ Κίνας, τμήματα τοῦ στρατοῦ ξηρᾶς ἐξεδήλωσαν ἀντίθεσιν πρὸς τὴν ἡγεσίαν τοῦ Μάο Τσὲ Τούνγκ, ἐνῷ τὸ ναυτικὸν καὶ ἡ ἀεροπορία τὸν ὑποστηρίζουν. ΧΟΝΓΚ ΚΟΝΓΚ, 31. (Ρώυτερ).— Κατὰ πληροφορίας ἐκ Κίνας, τμήματα τοῦ στρατοῦ ξηρᾶς ἐξεδήλωσαν ἀντίθεσιν πρὸς τὴν ἡγεσίαν τοῦ Μάο Τσὲ Τούνγκ, ἐνῷ τὸ ναυτικὸν καὶ ἡ ἀεροπορία τὸν ὑποστηρίζουν. 3.000 ΝΕΚΡΟΙ ΕΙΣ ΤΣΕΧΙΑΝΓ ΧΟΝΓΚ ΚΟΝΓΚ, 31. (Ρώυτερ).— Κατὰ πληροφορίας ἐκ Κίνας, τμήματα τοῦ στρατοῦ ξηρᾶς ἐξεδήλωσαν ἀντίθεσιν πρὸς τὴν ἡγεσίαν τοῦ Μάο Τσὲ Τούνγκ, ἐνῷ τὸ ναυτικὸν καὶ ἡ ἀεροπορία τὸν ὑποστηρίζουν. ΧΟΝΓΚ ΚΟΝΓΚ, 31. (Ρώυτερ).— Κατὰ πληροφορίας ἐκ Κίνας, τμήματα τοῦ στρατοῦ ξηρᾶς ἐξεδήλωσαν ἀντίθεσιν πρὸς τὴν ἡγεσίαν τοῦ Μάο Τσὲ Τούνγκ, ἐνῷ τὸ ναυτικὸν καὶ ἡ ἀεροπορία τὸν ὑποστηρίζουν. ΚΑΤΗΓΟΡΟΥΜΕΝΟΙ ΗΓΕΤΑΙ ΧΟΝΓΚ ΚΟΝΓΚ, 31. (Ρώυτερ).— Κατὰ πληροφορίας ἐκ Κίνας, τμήματα τοῦ στρατοῦ ξηρᾶς ἐξεδήλωσαν ἀντίθεσιν πρὸς τὴν ἡγεσίαν τοῦ Μάο Τσὲ Τούνγκ, ἐνῷ τὸ ναυτικὸν καὶ ἡ ἀεροπορία τὸν ὑποστηρίζουν. ΧΟΝΓΚ ΚΟΝΓΚ, 31. (Ρώυτερ).— Κατὰ πληροφορίας ἐκ Κίνας, τμήματα τοῦ στρατοῦ ξηρᾶς ἐξεδήλωσαν ἀντίθεσιν πρὸς τὴν ἡγεσίαν τοῦ Μάο Τσὲ Τούνγκ, ἐνῷ τὸ ναυτικὸν καὶ ἡ ἀεροπορία τὸν ὑποστηρίζουν. ΧΟΝΓΚ ΚΟΝΓΚ, 31. (Ρώυτερ).— Κατὰ πληροφορίας ἐκ Κίνας, τμήματα τοῦ στρατοῦ ξηρᾶς ἐξεδήλωσαν ἀντίθεσιν πρὸς τὴν ἡγεσίαν τοῦ Μάο Τσὲ Τούνγκ, ἐνῷ τὸ ναυτικὸν καὶ ἡ ἀεροπορία τὸν ὑποστηρίζουν. bbox=[636, 947, 996, 1135]
article-body: ΜΠΑΝΓΚΟΚ, 31. (Ρώυτερ).— Ἡ ἀστυνομία συνέλαβε κατὰ τὰς τελευταίας ἡμέρας πολλοὺς ὑπόπτους κομμουνιστικῆς δράσεως εἰς τὰς βορειοανατολικὰς ἐπαρχίας τῆς χώρας. ΜΠΑΝΓΚΟΚ, 31. (Ρώυτερ).— Ἡ ἀστυνομία συνέλαβε κατὰ τὰς τελευταίας ἡμέρας πολλοὺς ὑπόπτους κομμουνιστικῆς δράσεως εἰς τὰς βορειοανατολικὰς ἐπαρχίας τῆς χώρας. bbox=[469, 402, 628, 479]
article-tourism bbox=[45, 774, 462, 872]
headline: ΚΗΔΕΙΑΙ bbox=[469, 1225, 628, 1252]
article-body: ΣΥΝΕΧΕΙΑ ΕΚ ΤΗΣ ΣΕΛ. τῆς περιοχῆς τοῦ Δωδεκανήσου καὶ ἐξήρε τὴν πίστιν τοῦ λαοῦ τῆς νήσου πρὸς τὴν ἐθνικὴν ἰδέαν. Ὁ κ. Παττακὸς ὑπεγράμμισεν ὅτι ἡ Κυβέρνησις θὰ μεριμνήσῃ διὰ τὴν ἀνάπτυξιν τοῦ τουρισμοῦ καὶ τῆς γεωργίας τῶν νήσων, ὥστε νὰ ἀνυψωθῇ τὸ βιοτικὸν ἐπίπεδον τῶν κατοίκων. Ἀκολούθως ἐπεσκέφθη τὸ νοσοκομεῖον καὶ τὸ γυμνάσιον τῆς πόλεως, ἐνῷ τὸ ἀπόγευμα παρεκάθησεν εἰς δεξίωσιν. Ἐκεῖθεν ἀνεχώρησε διὰ τὴν Ρόδον, ὅπου θὰ ἐγκαινιάσῃ σειρὰν ἔργων. Οἱ κάτοικοι τὸν ὑπεδέχθησαν μετ' ἐνθουσιασμοῦ καὶ ἐπευφημιῶν. τῆς περιοχῆς τοῦ Δωδεκανήσου καὶ ἐξήρε τὴν πίστιν τοῦ λαοῦ τῆς νήσου πρὸς τὴν ἐθνικὴν ἰδέαν. Ὁ κ. Παττακὸς ὑπεγράμμισεν ὅτι ἡ Κυβέρνησις θὰ μεριμνήσῃ διὰ τὴν ἀνάπτυξιν τοῦ τουρισμοῦ καὶ τῆς γεωργίας τῶν νήσων, ὥστε νὰ ἀνυψωθῇ τὸ βιοτικὸν ἐπίπεδον τῶν κατοίκων. Ἀκολούθως ἐπεσκέφθη τὸ νοσοκομεῖον καὶ τὸ γυμνάσιον τῆς πόλεως, ἐνῷ τὸ ἀπόγευμα παρεκάθησεν εἰς δεξίωσιν. Ἐκεῖθεν ἀνεχώρησε διὰ τὴν Ρόδον, ὅπου θὰ ἐγκαινιάσῃ σειρὰν ἔργων. Οἱ κάτοικοι τὸν ὑπεδέχθησαν μετ' ἐνθουσιασμοῦ καὶ ἐπευφημιῶν. τῆς περιοχῆς τοῦ Δωδεκανήσου καὶ ἐξήρε τὴν πίστιν τοῦ λαοῦ τῆς νήσου πρὸς τὴν ἐθνικὴν ἰδέαν. Ὁ κ. Παττακὸς ὑπεγράμμισεν ὅτι ἡ Κυβέρνησις θὰ μεριμνήσῃ διὰ τὴν ἀνάπτυξιν τοῦ τουρισμοῦ καὶ τῆς γεωργίας τῶν νήσων, ὥστε νὰ ἀνυψωθῇ τὸ βιοτικὸν ἐπίπεδον τῶν κατοίκων. Ἀκολούθως ἐπεσκέφθη τὸ νοσοκομεῖον καὶ τὸ γυμνάσιον τῆς πόλεως, ἐνῷ τὸ ἀπόγευμα παρεκάθησεν εἰς δεξίωσιν. Ἐκεῖθεν ἀνεχώρησε διὰ τὴν Ρόδον, ὅπου θὰ ἐγκαινιάσῃ σειρὰν ἔργων. Οἱ κάτοικοι τὸν ὑπεδέχθησαν μετ' ἐνθουσιασμοῦ καὶ ἐπευφημιῶν. τῆς περιοχῆς τοῦ Δωδεκανήσου καὶ ἐξήρε τὴν πίστιν τοῦ λαοῦ τῆς νήσου πρὸς τὴν ἐθνικὴν ἰδέαν. Ὁ κ. Παττακὸς ὑπεγράμμισεν ὅτι ἡ Κυβέρνησις θὰ μεριμνήσῃ διὰ τὴν ἀνάπτυξιν τοῦ τουρισμοῦ καὶ τῆς γεωργίας τῶν νήσων, ὥστε νὰ ἀνυψωθῇ τὸ βιοτικὸν ἐπίπεδον τῶν κατοίκων. Ἀκολούθως ἐπεσκέφθη τὸ νοσοκομεῖον καὶ τὸ γυμνάσιον τῆς πόλεως, ἐνῷ τὸ ἀπόγευμα παρεκάθησεν εἰς δεξίωσιν. Ἐκεῖθεν ἀνεχώρησε διὰ τὴν Ρόδον, ὅπου θὰ ἐγκαινιάσῃ σειρὰν ἔργων. Οἱ κάτοικοι τὸν ὑπεδέχθησαν μετ' ἐνθουσιασμοῦ καὶ ἐπευφημιῶν. τῆς περιοχῆς τοῦ Δωδεκανήσου καὶ ἐξήρε τὴν πίστιν τοῦ λαοῦ τῆς νήσου πρὸς τὴν ἐθνικὴν ἰδέαν. Ὁ κ. Παττακὸς ὑπεγράμμισεν ὅτι ἡ Κυβέρνησις θὰ μεριμνήσῃ διὰ τὴν ἀνάπτυξιν τοῦ τουρισμοῦ καὶ τῆς γεωργίας τῶν νήσων, ὥστε νὰ ἀνυψωθῇ τὸ βιοτικὸν ἐπίπεδον τῶν κατοίκων. Ἀκολούθως ἐπεσκέφθη τὸ νοσοκομεῖον καὶ τὸ γυμνάσιον τῆς πόλεως, ἐνῷ τὸ ἀπόγευμα παρεκάθησεν εἰς δεξίωσιν. Ἐκεῖθεν ἀνεχώρησε διὰ τὴν Ρόδον, ὅπου θὰ ἐγκαινιάσῃ σειρὰν ἔργων. Οἱ κάτοικοι τὸν ὑπεδέχθησαν μετ' ἐνθουσιασμοῦ καὶ ἐπευφημιῶν. τῆς περιοχῆς τοῦ Δωδεκανήσου καὶ ἐξήρε τὴν πίστιν τοῦ λαοῦ τῆς νήσου πρὸς τὴν ἐθνικὴν ἰδέαν. Ὁ κ. Παττακὸς ὑπεγράμμισεν ὅτι ἡ Κυβέρνησις θὰ μεριμνήσῃ διὰ τὴν ἀνάπτυξιν τοῦ τουρισμοῦ καὶ τῆς γεωργίας τῶν νήσων, ὥστε νὰ ἀνυψωθῇ τὸ βιοτικὸν ἐπίπεδον τῶν κατοίκων. Ἀκολούθως ἐπεσκέφθη τὸ νοσοκομεῖον καὶ τὸ γυμνάσιον τῆς πόλεως, ἐνῷ τὸ ἀπόγευμα παρεκάθησεν εἰς δεξίωσιν. Ἐκεῖθεν ἀνεχώρησε διὰ τὴν Ρόδον, ὅπου θὰ ἐγκαινιάσῃ σειρὰν ἔργων. Οἱ κάτοικοι τὸν ὑπεδέχθησαν μετ' ἐνθουσιασμοῦ καὶ ἐπευφημιῶν. τῆς περιοχῆς τοῦ Δωδεκανήσου καὶ ἐξήρε τὴν πίστιν τοῦ λαοῦ τῆς νήσου πρὸς τὴν ἐθνικὴν ἰδέαν. Ὁ κ. Παττακὸς ὑπεγράμμισεν ὅτι ἡ Κυβέρνησις θὰ μεριμνήσῃ διὰ τὴν ἀνάπτυξιν τοῦ τουρισμοῦ καὶ τῆς γεωργίας τῶν νήσων, ὥστε νὰ ἀνυψωθῇ τὸ βιοτικὸν ἐπίπεδον τῶν κατοίκων. Ἀκολούθως ἐπεσκέφθη τὸ νοσοκομεῖον καὶ τὸ γυμνάσιον τῆς πόλεως, ἐνῷ τὸ ἀπόγευμα παρεκάθησεν εἰς δεξίωσιν. Ἐκεῖθεν ἀνεχώρησε διὰ τὴν Ρόδον, ὅπου θὰ ἐγκαινιάσῃ σειρὰν ἔργων. Οἱ κάτοικοι τὸν ὑπεδέχθησαν μετ' ἐνθουσιασμοῦ καὶ ἐπευφημιῶν. τῆς περιοχῆς τοῦ Δωδεκανήσου καὶ ἐξήρε τὴν πίστιν τοῦ λαοῦ τῆς νήσου πρὸς τὴν ἐθνικὴν ἰδέαν. Ὁ κ. Παττακὸς ὑπεγράμμισεν ὅτι ἡ Κυβέρνησις θὰ μεριμνήσῃ διὰ τὴν ἀνάπτυξιν τοῦ τουρισμοῦ καὶ τῆς γεωργίας τῶν νήσων, ὥστε νὰ ἀνυψωθῇ τὸ βιοτικὸν ἐπίπεδον τῶν κατοίκων. Ἀκολούθως ἐπεσκέφθη τὸ νοσοκομεῖον καὶ τὸ γυμνάσιον τῆς πόλεως, ἐνῷ τὸ ἀπόγευμα παρεκάθησεν εἰς δεξίωσιν. Ἐκεῖθεν ἀνεχώρησε διὰ τὴν Ρόδον, ὅπου θὰ ἐγκαινιάσῃ σειρὰν ἔργων. Οἱ κάτοικοι τὸν ὑπεδέχθησαν μετ' ἐνθουσιασμοῦ καὶ ἐπευφημιῶν. bbox=[45, 913, 462, 1273]
article-body: ΤΟΚΙΟ, 31. (Ἀσσ. Πρές).— Ὁ πρωθυπουργὸς τοῦ Βορείου Βιετνὰμ Φὰμ Βὰν Ντόνγκ ἐδήλωσε κατὰ τὴν διάρκειαν εἰδικῆς τελετῆς ἐπὶ εὐκαιρίᾳ τῆς 22ας ἐπετείου τῆς ἱδρύσεως τοῦ κράτους ὅτι θὰ ἐδέχετο διαπραγματεύσεις ἄνευ ὅρων μόνον μὲ τὰς Ἡνωμένας Πολιτείας καὶ ἐφ' ὅσον τερματισθοῦν οἱ βομβαρδισμοί. Τὸ βορειοβιετναμικὸν πρακτορεῖον εἰδήσεων ἀνέφερεν ὅτι ὁ λαὸς τοῦ Βορείου Βιετνὰμ εἶναι ἀποφασισμένος νὰ συνεχίσῃ τὸν ἀγῶνα μέχρι τῆς τελικῆς νίκης. Ὁ πρωθυπουργὸς τοῦ Βορείου Βιετνὰμ Φὰμ Βὰν Ντόνγκ ἐδήλωσε κατὰ τὴν διάρκειαν εἰδικῆς τελετῆς ἐπὶ εὐκαιρίᾳ τῆς 22ας ἐπετείου τῆς ἱδρύσεως τοῦ κράτους ὅτι θὰ ἐδέχετο διαπραγματεύσεις ἄνευ ὅρων μόνον μὲ τὰς Ἡνωμένας Πολιτείας καὶ ἐφ' ὅσον τερματισθοῦν οἱ βομβαρδισμοί. Τὸ βορειοβιετναμικὸν πρακτορεῖον εἰδήσεων ἀνέφερεν ὅτι ὁ λαὸς τοῦ Βορείου Βιετνὰμ εἶναι ἀποφασισμένος νὰ συνεχίσῃ τὸν ἀγῶνα μέχρι τῆς τελικῆς νίκης. ΣΥΝΑΓΕΡΜΟΣ ΕΙΣ ΑΝΟΙ ΜΟΣΧΑ, 31. (Ρώυτερ).— Ἐκ τοῦ Ἀνόι ἀναφέρεται ὅτι σήμανε συναγερμὸς κατὰ τὴν διάρκειαν τῆς τελετῆς, ἐνῷ ἀμερικανικὰ ἀεροσκάφη ἐπέτων ὑπεράνω τῆς πρωτευούσης. Αἱ ἀντιαεροπορικαὶ πυροβολαρχίαι ἤνοιξαν πῦρ. ΜΟΣΧΑ, 31. (Ρώυτερ).— Ἐκ τοῦ Ἀνόι ἀναφέρεται ὅτι σήμανε συναγερμὸς κατὰ τὴν διάρκειαν τῆς τελετῆς, ἐνῷ ἀμερικανικὰ ἀεροσκάφη ἐπέτων ὑπεράνω τῆς πρωτευούσης. Αἱ ἀντιαεροπορικαὶ πυροβολαρχίαι ἤνοιξαν πῦρ. ΠΙΕΖΕΤΑΙ Ο ΤΖΟΝΣΟΝ ΟΥΑΣΙΓΚΤΩΝ, 31. (Ὑπηρ. Τύπου).— Πολλοὶ ἐπιφανεῖς γερουσιασταὶ καὶ βουλευταὶ ἐζήτησαν ἀπὸ τὸν πρόεδρον Τζόνσον νὰ ἐντείνῃ τοὺς βομβαρδισμοὺς τῶν στρατιωτικῶν στόχων τοῦ Βορείου Βιετνάμ. —Τὸ φθῖνον, εἶπεν ὁ γερουσιαστής, εἶναι νὰ συντομευθῇ ὁ πόλεμος καὶ νὰ περιορισθοῦν αἱ ἀπώλειαι. Ὁ πρωθυπουργὸς τοῦ Βορείου Βιετνὰμ Φὰμ Βὰν Ντόνγκ ἐδήλωσε κατὰ τὴν διάρκειαν εἰδικῆς τελετῆς ἐπὶ εὐκαιρίᾳ τῆς 22ας ἐπετείου τῆς ἱδρύσεως τοῦ κράτους ὅτι θὰ ἐδέχετο διαπραγματεύσεις ἄνευ ὅρων μόνον μὲ τὰς Ἡνωμένας Πολιτείας καὶ ἐφ' ὅσον τερματισθοῦν οἱ βομβαρδισμοί. Τὸ βορειοβιετναμικὸν πρακτορεῖον εἰδήσεων ἀνέφερεν ὅτι ὁ λαὸς τοῦ Βορείου Βιετνὰμ εἶναι ἀποφασισμένος νὰ συνεχίσῃ τὸν ἀγῶνα μέχρι τῆς τελικῆς νίκης. ΟΥΑΣΙΓΚΤΩΝ, 31. (Ὑπηρ. Τύπου).— Πολλοὶ ἐπιφανεῖς γερουσιασταὶ καὶ βουλευταὶ ἐζήτησαν ἀπὸ τὸν πρόεδρον Τζόνσον νὰ ἐντείνῃ τοὺς βομβαρδισμοὺς τῶν στρατιωτικῶν στόχων τοῦ Βορείου Βιετνάμ. —Τὸ φθῖνον, εἶπεν ὁ γερουσιαστής, εἶναι νὰ συντομευθῇ ὁ πόλεμος καὶ νὰ περιορισθοῦν αἱ ἀπώλειαι. ΜΟΣΧΑ, 31. (Ρώυτερ).— Ἐκ τοῦ Ἀνόι ἀναφέρεται ὅτι σήμανε συναγερμὸς κατὰ τὴν διάρκειαν τῆς τελετῆς, ἐνῷ ἀμερικανικὰ ἀεροσκάφη ἐπέτων ὑπεράνω τῆς πρωτευούσης. Αἱ ἀντιαεροπορικαὶ πυροβολαρχίαι ἤνοιξαν πῦρ. bbox=[45, 216, 462, 472]
subheadline: ΠΑΡΑ ΤΗΝ ΑΝΑΛΗΦΘΕΙΣΑΝ ΥΠΟ ΤΟΥ ΤΙΤΟ ΠΡΩΤΟΒΟΥΛΙΑΝ bbox=[1235, 139, 1529, 172]
article-vietnam bbox=[45, 30, 462, 479]
headline: ΤΟΠΙΚΑΙ ΒΡΟΧΑΙ ΚΑΙ ΚΑΤΑΙΓΙΔΕΣ bbox=[492, 965, 605, 992]
article-philippines bbox=[636, 804, 996, 900]
article-body: ΓΕΦΥΡΑ ΑΛΛΕΝΜΠΥ, 31. (Ρώυτερ).— Οἱ Ἰσραηλινοὶ στρατιῶται ἐγκατέλειψαν τὰς θέσεις των παρὰ τὴν γέφυραν μετὰ τὴν λῆξιν τῆς προθεσμίας ἐπιστροφῆς τῶν Ἰορδανῶν προσφύγων εἰς τὴν δυτικὴν ὄχθην τοῦ Ἰορδάνου ποταμοῦ. Συνολικῶς ἐπέστρεψαν περὶ τὰς 14.000 πρόσφυγες, ἐνῷ χιλιάδες ἄλλοι δὲν ἐπρόλαβαν νὰ διέλθουν. ΓΕΦΥΡΑ ΑΛΛΕΝΜΠΥ, 31. (Ρώυτερ).— Οἱ Ἰσραηλινοὶ στρατιῶται ἐγκατέλειψαν τὰς θέσεις των παρὰ τὴν γέφυραν μετὰ τὴν λῆξιν τῆς προθεσμίας ἐπιστροφῆς τῶν Ἰορδανῶν προσφύγων εἰς τὴν δυτικὴν ὄχθην τοῦ Ἰορδάνου ποταμοῦ. Συνολικῶς ἐπέστρεψαν περὶ τὰς 14.000 πρόσφυγες, ἐνῷ χιλιάδες ἄλλοι δὲν ἐπρόλαβαν νὰ διέλθουν. ΓΕΦΥΡΑ ΑΛΛΕΝΜΠΥ, 31. (Ρώυτερ).— Οἱ Ἰσραηλινοὶ στρατιῶται ἐγκατέλειψαν τὰς θέσεις των παρὰ τὴν γέφυραν μετὰ τὴν λῆξιν τῆς προθεσμίας ἐπιστροφῆς τῶν Ἰορδανῶν προσφύγων εἰς τὴν δυτικὴν ὄχθην τοῦ Ἰορδάνου ποταμοῦ. Συνολικῶς ἐπέστρεψαν περὶ τὰς 14.000 πρόσφυγες, ἐνῷ χιλιάδες ἄλλοι δὲν ἐπρόλαβαν νὰ διέλθουν. ΑΝΑΧΩΡΕΙ Ο ΓΚΟΥΣΣΙΓΚ ΓΕΦΥΡΑ ΑΛΛΕΝΜΠΥ, 31. (Ρώυτερ).— Οἱ Ἰσραηλινοὶ στρατιῶται ἐγκατέλειψαν τὰς θέσεις των παρὰ τὴν γέφυραν μετὰ τὴν λῆξιν τῆς προθεσμίας ἐπιστροφῆς τῶν Ἰορδανῶν προσφύγων εἰς τὴν δυτικὴν ὄχθην τοῦ Ἰορδάνου ποταμοῦ. Συνολικῶς ἐπέστρεψαν περὶ τὰς 14.000 πρόσφυγες, ἐνῷ χιλιάδες ἄλλοι δὲν ἐπρόλαβαν νὰ διέλθουν. ΓΕΦΥΡΑ ΑΛΛΕΝΜΠΥ, 31. (Ρώυτερ).— Οἱ Ἰσραηλινοὶ στρατιῶται ἐγκατέλειψαν τὰς θέσεις των παρὰ τὴν γέφυραν μετὰ τὴν λῆξιν τῆς προθεσμίας ἐπιστροφῆς τῶν Ἰορδανῶν προσφύγων εἰς τὴν δυτικὴν ὄχθην τοῦ Ἰορδάνου ποταμοῦ. Συνολικῶς ἐπέστρεψαν περὶ τὰς 14.000 πρόσφυγες, ἐνῷ χιλιάδες ἄλλοι δὲν ἐπρόλαβαν νὰ διέλθουν. ΑΙ ΑΡΑΒΙΚΑΙ ΕΝΩΣΕΙΣ ΓΕΦΥΡΑ ΑΛΛΕΝΜΠΥ, 31. (Ρώυτερ).— Οἱ Ἰσραηλινοὶ στρατιῶται ἐγκατέλειψαν τὰς θέσεις των παρὰ τὴν γέφυραν μετὰ τὴν λῆξιν τῆς προθεσμίας ἐπιστροφῆς τῶν Ἰορδανῶν προσφύγων εἰς τὴν δυτικὴν ὄχθην τοῦ Ἰορδάνου ποταμοῦ. Συνολικῶς ἐπέστρεψαν περὶ τὰς 14.000 πρόσφυγες, ἐνῷ χιλιάδες ἄλλοι δὲν ἐπρόλαβαν νὰ διέλθουν. ΓΕΦΥΡΑ ΑΛΛΕΝΜΠΥ, 31. (Ρώυτερ).— Οἱ Ἰσραηλινοὶ στρατιῶται ἐγκατέλειψαν τὰς θέσεις των παρὰ τὴν γέφυραν μετὰ τὴν λῆξιν τῆς προθεσμίας ἐπιστροφῆς τῶν Ἰορδανῶν προσφύγων εἰς τὴν δυτικὴν ὄχθην τοῦ Ἰορδάνου ποταμοῦ. Συνολικῶς ἐπέστρεψαν περὶ τὰς 14.000 πρόσφυγες, ἐνῷ χιλιάδες ἄλλοι δὲν ἐπρόλαβαν νὰ διέλθουν. bbox=[636, 534, 996, 789]
column-4 bbox=[1205, 30, 1559, 2299]
headline: Η ΔΙΕΘΝΗΣ ΤΡΑΠΕΖΑ ΧΟΡΗΓΕΙ ΕΙΣ ΚΥΠΡΟΝ ΔΑΝΕΙΟΝ ΥΨΟΥΣ 2.800.000 ΔΟΛΛΑΡΙΩΝ ΔΙΑ ΤΗΝ ΕΠΕΚΤΑΣΙΝ ΗΛΕΚΤΡΙΚΟΥ ΔΙΚΤΥΟΥ bbox=[1207, 621, 1557, 662]
article-weather bbox=[469, 966, 628, 1078]
article-rockwell bbox=[1205, 963, 1559, 1088]
article-body: ΑΡΛΙΝΓΚΤΩΝ, Βιρτζίνια, 31. (Ἀσσοσ. Πρές).— Τὸ δικαστήριον ἀπέρριψε τὴν αἴτησιν τῆς ὑπερασπίσεως διὰ τὴν εἰσαγωγὴν τοῦ κατηγορουμένου εἰς ψυχιατρικὴν κλινικήν. ΑΡΛΙΝΓΚΤΩΝ, Βιρτζίνια, 31. (Ἀσσοσ. Πρές).— Τὸ δικαστήριον ἀπέρριψε τὴν αἴτησιν τῆς ὑπερασπίσεως διὰ τὴν εἰσαγωγὴν τοῦ κατηγορουμένου εἰς ψυχιατρικὴν κλινικήν. ΑΡΛΙΝΓΚΤΩΝ, Βιρτζίνια, 31. (Ἀσσοσ. Πρές).— Τὸ δικαστήριον ἀπέρριψε τὴν αἴτησιν τῆς ὑπερασπίσεως διὰ τὴν εἰσαγωγὴν τοῦ κατηγορουμένου εἰς ψυχιατρικὴν κλινικήν. ΑΡΛΙΝΓΚΤΩΝ, Βιρτζίνια, 31. (Ἀσσοσ. Πρές).— Τὸ δικαστήριον ἀπέρριψε τὴν αἴτησιν τῆς ὑπερασπίσεως διὰ τὴν εἰσαγωγὴν τοῦ κατηγορουμένου εἰς ψυχιατρικὴν κλινικήν. bbox=[1205, 1004, 1559, 1082]
article-algeria bbox=[469, 222, 628, 359]
column-1 bbox=[45, 30, 462, 2299]
lower-right bbox=[1005, 535, 1197, 1344]
article-helsinki-radio bbox=[1205, 757, 1559, 954]
article-manila bbox=[1014, 860, 1197, 943]
headline: ΝΑΖΙΣΤΗΣ ΖΗΤΕΙ ΤΗΝ ΥΠΟΣΤΗΡΙΞΙΝ ΤΟΥ κ. ΣΥΡΑΚΕΙΣΕ bbox=[1017, 1146, 1194, 1171]
headline: ΕΛΛΗΝΙΚΗ ΣΥΝΕΙΣΦΟΡΑ ΔΙΑ ΤΗΝ ΑΝΕΓΕΡΣΙΝ ΣΧΟΛΕΙΩΝ bbox=[474, 493, 623, 515]
funeral-notices bbox=[469, 1225, 628, 1417]
headline: Ο ΣΤΡΑΤΟΣ ΞΗΡΑΣ ΚΑΤΑ ΤΟΥ ΜΑΟ ΤΣΕ ΤΟΥΓΚ bbox=[667, 906, 965, 923]
headline: ΑΠΟ ΤΗΝ ΣΤΑΣΙΝ ΑΡΑΒΩΝ ΚΑΙ ΙΣΡΑΗΛ ΘΑ ΕΞΑΡΤΗΘΗ Η ΟΙΑΔΗΠΟΤΕ ΠΡΟΣΠΑΘΕΙΑ bbox=[1212, 371, 1552, 396]
article-body: ΧΑΡΤΟΥΜ, 31. (Ρώυτερ).— Οἱ ἡγέται τῶν ἀραβικῶν χωρῶν ἐζήτησαν τὴν συνέχισιν τῆς ἐπιστρατεύσεως, ἀλλ' ὁ πρόεδρος Νάσσερ ἐτόνισεν ὅτι δὲν δύναται νὰ γίνῃ λόγος περὶ νέου πολέμου ἐὰν δὲν ἀνασυνταχθοῦν αἱ ἔνοπλοι δυνάμεις τῶν ἀραβικῶν χωρῶν. Ἡ διάσκεψις κορυφῆς συνεχίζεται ἐν μέσῳ δρακονείων μέτρων ἀσφαλείας. ΧΑΡΤΟΥΜ, 31. (Ρώυτερ).— Οἱ ἡγέται τῶν ἀραβικῶν χωρῶν ἐζήτησαν τὴν συνέχισιν τῆς ἐπιστρατεύσεως, ἀλλ' ὁ πρόεδρος Νάσσερ ἐτόνισεν ὅτι δὲν δύναται νὰ γίνῃ λόγος περὶ νέου πολέμου ἐὰν δὲν ἀνασυνταχθοῦν αἱ ἔνοπλοι δυνάμεις τῶν ἀραβικῶν χωρῶν. Ἡ διάσκεψις κορυφῆς συνεχίζεται ἐν μέσῳ δρακονείων μέτρων ἀσφαλείας. ΧΑΡΤΟΥΜ, 31. (Ρώυτερ).— Οἱ ἡγέται τῶν ἀραβικῶν χωρῶν ἐζήτησαν τὴν συνέχισιν τῆς ἐπιστρατεύσεως, ἀλλ' ὁ πρόεδρος Νάσσερ ἐτόνισεν ὅτι δὲν δύναται νὰ γίνῃ λόγος περὶ νέου πολέμου ἐὰν δὲν ἀνασυνταχθοῦν αἱ ἔνοπλοι δυνάμεις τῶν ἀραβικῶν χωρῶν. Ἡ διάσκεψις κορυφῆς συνεχίζεται ἐν μέσῳ δρακονείων μέτρων ἀσφαλείας. ΑΙ ΕΞΑΓΩΓΑΙ ΠΕΤΡΕΛΑΙΟΥ Τὴν ἐπίσπευσιν ἀποφάσεως ἐπὶ τοῦ θέματος τῶν ἐξαγωγῶν πετρελαίου πρὸς τὰς δυτικὰς χώρας ἐζήτησαν οἱ ὑπουργοὶ τῆς Σαουδικῆς Ἀραβίας καὶ τοῦ Κουβέιτ. Ὁ ἐκπρόσωπος τῆς Συρίας διεφώνησε. Τὴν ἐπίσπευσιν ἀποφάσεως ἐπὶ τοῦ θέματος τῶν ἐξαγωγῶν πετρελαίου πρὸς τὰς δυτικὰς χώρας ἐζήτησαν οἱ ὑπουργοὶ τῆς Σαουδικῆς Ἀραβίας καὶ τοῦ Κουβέιτ. Ὁ ἐκπρόσωπος τῆς Συρίας διεφώνησε. ΧΑΡΤΟΥΜ, 31. (Ρώυτερ).— Οἱ ἡγέται τῶν ἀραβικῶν χωρῶν ἐζήτησαν τὴν συνέχισιν τῆς ἐπιστρατεύσεως, ἀλλ' ὁ πρόεδρος Νάσσερ ἐτόνισεν ὅτι δὲν δύναται νὰ γίνῃ λόγος περὶ νέου πολέμου ἐὰν δὲν ἀνασυνταχθοῦν αἱ ἔνοπλοι δυνάμεις τῶν ἀραβικῶν χωρῶν. Ἡ διάσκεψις κορυφῆς συνεχίζεται ἐν μέσῳ δρακονείων μέτρων ἀσφαλείας. Η ΓΑΛΛΙΚΗ ΠΟΛΙΤΙΚΗ ΠΑΡΙΣΙΟΙ, 31. (Ἀσσ. Πρές).— Ὁ Γάλλος ὑπουργὸς Ἐξωτερικῶν κ. Κουβ ντὲ Μυρβίλ ἐδήλωσεν ὅτι ἡ Γαλλία θὰ συνεχίσῃ τὰς προσπαθείας της διὰ τὴν εἰρηνικὴν λύσιν τῆς κρίσεως. ΠΑΡΙΣΙΟΙ, 31. (Ἀσσ. Πρές).— Ὁ Γάλλος ὑπουργὸς Ἐξωτερικῶν κ. Κουβ ντὲ Μυρβίλ ἐδήλωσεν ὅτι ἡ Γαλλία θὰ συνεχίσῃ τὰς προσπαθείας της διὰ τὴν εἰρηνικὴν λύσιν τῆς κρίσεως. Η ΘΕΣΙΣ ΤΟΥ ΠΑΚΙΣΤΑΝ ΒΗΡΥΤΟΣ, 31. (Ρώυτερ).— Ὁ ὑπουργὸς Ἐξωτερικῶν τοῦ Πακιστὰν ἐδήλωσεν ὅτι ἡ χώρα του ὑποστηρίζει πλήρως τὰς θέσεις τῶν Ἀράβων. ΒΗΡΥΤΟΣ, 31. (Ρώυτερ).— Ὁ ὑπουργὸς Ἐξωτερικῶν τοῦ Πακιστὰν ἐδήλωσεν ὅτι ἡ χώρα του ὑποστηρίζει πλήρως τὰς θέσεις τῶν Ἀράβων. ΤΟ ΘΕΜΑ ΤΩΝ ΔΙΑΒΑΤΗΡΙΩΝ ΑΜΜΑΝ, 31. (Ρώυτερ).— Αἱ ἰορδανικαὶ ἀρχαὶ ἀπεφάσισαν νὰ διευκολύνουν τὴν ἐπιστροφὴν τῶν προσφύγων. ΑΜΜΑΝ, 31. (Ρώυτερ).— Αἱ ἰορδανικαὶ ἀρχαὶ ἀπεφάσισαν νὰ διευκολύνουν τὴν ἐπιστροφὴν τῶν προσφύγων. ΧΑΡΤΟΥΜ, 31. (Ρώυτερ).— Οἱ ἡγέται τῶν ἀραβικῶν χωρῶν ἐζήτησαν τὴν συνέχισιν τῆς ἐπιστρατεύσεως, ἀλλ' ὁ πρόεδρος Νάσσερ ἐτόνισεν ὅτι δὲν δύναται νὰ γίνῃ λόγος περὶ νέου πολέμου ἐὰν δὲν ἀνασυνταχθοῦν αἱ ἔνοπλοι δυνάμεις τῶν ἀραβικῶν χωρῶν. Ἡ διάσκεψις κορυφῆς συνεχίζεται ἐν μέσῳ δρακονείων μέτρων ἀσφαλείας. Η ΠΑΝΑΡΑΒΙΚΗ ΔΙΑΣΚΕΨΙΣ Εἰς τὴν Χαρτοὺμ συνεχίζεται ἡ διάσκεψις τῶν ἀράβων ἡγετῶν χωρὶς νὰ ἔχῃ καταλήξει εἰς ἀποφάσεις. Εἰς τὴν Χαρτοὺμ συνεχίζεται ἡ διάσκεψις τῶν ἀράβων ἡγετῶν χωρὶς νὰ ἔχῃ καταλήξει εἰς ἀποφάσεις. bbox=[636, 201, 1197, 454]
headline: Ο κ. ΜΠΟΥΡΓΚΙΜΠΑ ΕΙΧΕ ΣΥΝΟΜΙΛΙΑΣ ΕΙΣ ΤΥΝΙΔΑ ΜΕΤΑ ΤΟΥ κ. ΦΑΝΦΑΝΙ bbox=[470, 30, 627, 61]
headline: ΑΥΞΗΣΙΝ ΕΣΗΜΕΙΩΣΕ ΚΑΤΑ ΤΟΝ ΙΟΥΝΙΟΝ Ο ΑΡΙΘΜΟΣ ΤΩΝ ΠΕΡΙΗΓΗΤΩΝ ΕΙΣ ΚΥΠΡΟΝ bbox=[66, 773, 441, 804]
article-nazi bbox=[1014, 1148, 1197, 1239]
headline: ΔΙΑΣΚΕΨΙΣ ΑΣΙΑΤΩΝ ΔΗΜΟΣΙΟΓΡΑΦΩΝ ΕΙΣ ΤΗΝ ΜΑΝΙΛΑΝ bbox=[1038, 859, 1173, 895]
headline: ΔΑΝΕΙΟΝ 20.000.000 ΔΟΛ. ΠΡΟΣ ΤΗΝ ΕΛΛΑΔΑ ΘΑ ΧΟΡΗΓΗΘΗ ΥΠΟ ΤΗΣ ΔΙΕΘΝΟΥΣ ΤΡΑΠΕΖΗΣ bbox=[56, 667, 451, 698]
article-body: ΒΟΣΤΩΝΗ, 31. (Ὑπηρ. Τύπου).— Ἀμερικανοὶ ἀρχαιολόγοι ἀπεκάλυψαν κατὰ τὰς ἀνασκαφὰς των εἰς τὰς Φιλιππίνας μέγαν ναὸν ἀρχαίων χρόνων. ΒΟΣΤΩΝΗ, 31. (Ὑπηρ. Τύπου).— Ἀμερικανοὶ ἀρχαιολόγοι ἀπεκάλυψαν κατὰ τὰς ἀνασκαφὰς των εἰς τὰς Φιλιππίνας μέγαν ναὸν ἀρχαίων χρόνων. ΒΟΣΤΩΝΗ, 31. (Ὑπηρ. Τύπου).— Ἀμερικανοὶ ἀρχαιολόγοι ἀπεκάλυψαν κατὰ τὰς ἀνασκαφὰς των εἰς τὰς Φιλιππίνας μέγαν ναὸν ἀρχαίων χρόνων. ΒΟΣΤΩΝΗ, 31. (Ὑπηρ. Τύπου).— Ἀμερικανοὶ ἀρχαιολόγοι ἀπεκάλυψαν κατὰ τὰς ἀνασκαφὰς των εἰς τὰς Φιλιππίνας μέγαν ναὸν ἀρχαίων χρόνων. bbox=[636, 835, 996, 893]
